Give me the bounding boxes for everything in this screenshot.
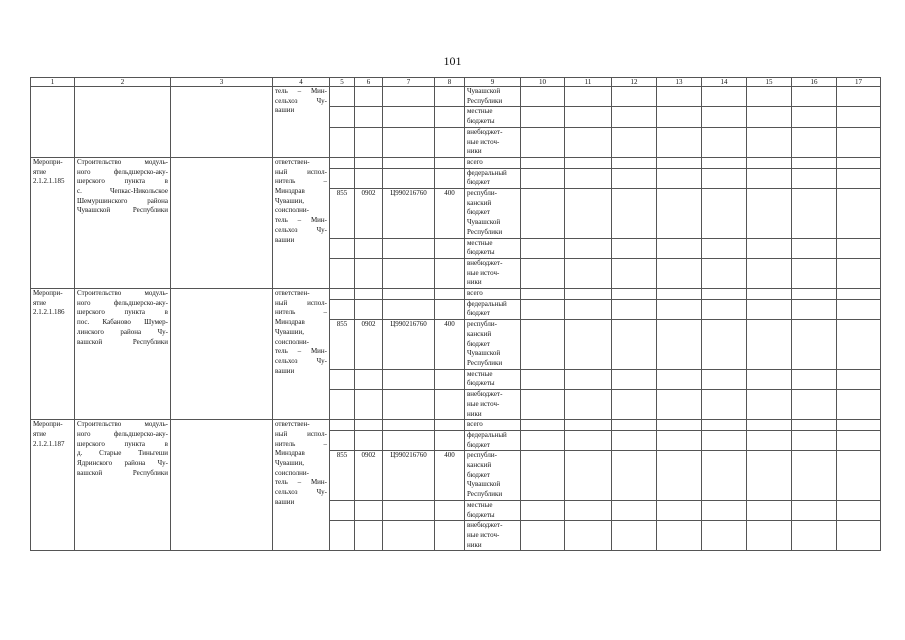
- value-cell: [792, 521, 837, 551]
- value-cell: [521, 299, 565, 319]
- csr-cell: Ц990216760: [383, 189, 435, 239]
- value-cell: [521, 157, 565, 168]
- value-cell: [612, 189, 657, 239]
- budget-table: [30, 77, 881, 551]
- table-row: [31, 420, 881, 431]
- code-cell: [435, 168, 465, 188]
- code-cell: [330, 238, 355, 258]
- value-cell: [612, 521, 657, 551]
- source-cell: местные бюджеты: [465, 107, 521, 127]
- code-cell: [330, 500, 355, 520]
- value-cell: [565, 168, 612, 188]
- value-cell: [747, 289, 792, 300]
- value-cell: [702, 420, 747, 431]
- value-cell: [565, 238, 612, 258]
- header-cell: 6: [355, 78, 383, 87]
- header-cell: 13: [657, 78, 702, 87]
- value-cell: [565, 369, 612, 389]
- table-row: [31, 157, 881, 168]
- value-cell: [702, 320, 747, 370]
- value-cell: [657, 420, 702, 431]
- table-row: [31, 87, 881, 107]
- value-cell: [657, 299, 702, 319]
- code-cell: [435, 157, 465, 168]
- header-cell: 14: [702, 78, 747, 87]
- value-cell: [837, 420, 881, 431]
- header-cell: 12: [612, 78, 657, 87]
- value-cell: [612, 420, 657, 431]
- value-cell: [612, 390, 657, 420]
- value-cell: [747, 238, 792, 258]
- value-cell: [521, 127, 565, 157]
- value-cell: [702, 500, 747, 520]
- value-cell: [702, 258, 747, 288]
- value-cell: [565, 127, 612, 157]
- code-cell: [435, 299, 465, 319]
- value-cell: [792, 107, 837, 127]
- value-cell: [792, 168, 837, 188]
- value-cell: [521, 238, 565, 258]
- header-cell: 4: [273, 78, 330, 87]
- source-cell: внебюджет- ные источ- ники: [465, 258, 521, 288]
- code-cell: [383, 107, 435, 127]
- code-cell: [330, 299, 355, 319]
- code-cell: [383, 521, 435, 551]
- value-cell: [521, 107, 565, 127]
- header-cell: 16: [792, 78, 837, 87]
- value-cell: [657, 157, 702, 168]
- value-cell: [837, 500, 881, 520]
- value-cell: [747, 320, 792, 370]
- code-cell: [330, 258, 355, 288]
- value-cell: [565, 157, 612, 168]
- code-cell: [355, 107, 383, 127]
- source-cell: республи- канский бюджет Чувашской Республики: [465, 320, 521, 370]
- header-cell: 1: [31, 78, 75, 87]
- value-cell: [747, 430, 792, 450]
- value-cell: [521, 451, 565, 501]
- code-cell: [355, 157, 383, 168]
- code-cell: [435, 521, 465, 551]
- value-cell: [702, 289, 747, 300]
- value-cell: [565, 320, 612, 370]
- code-cell: [435, 430, 465, 450]
- csr-cell: Ц990216760: [383, 320, 435, 370]
- code-cell: [383, 168, 435, 188]
- code-cell: [330, 521, 355, 551]
- grbs-cell: 855: [330, 189, 355, 239]
- event-label-cell: Меропри- ятие 2.1.2.1.185: [31, 157, 75, 288]
- source-cell: федеральный бюджет: [465, 168, 521, 188]
- code-cell: [383, 87, 435, 107]
- value-cell: [747, 390, 792, 420]
- code-cell: [355, 390, 383, 420]
- code-cell: [435, 87, 465, 107]
- value-cell: [792, 451, 837, 501]
- code-cell: [383, 127, 435, 157]
- value-cell: [565, 299, 612, 319]
- executor-cell: ответствен- ный испол- нитель – Минздрав Чувашии, соисполни- тель – Мин- сельхоз Чу- вашии: [273, 289, 330, 420]
- vr-cell: 400: [435, 189, 465, 239]
- code-cell: [383, 157, 435, 168]
- value-cell: [837, 451, 881, 501]
- value-cell: [747, 107, 792, 127]
- source-cell: федеральный бюджет: [465, 430, 521, 450]
- executor-cell: тель – Мин- сельхоз Чу- вашии: [273, 87, 330, 158]
- executor-cell: ответствен- ный испол- нитель – Минздрав Чувашии, соисполни- тель – Мин- сельхоз Чу- вашии: [273, 157, 330, 288]
- value-cell: [702, 430, 747, 450]
- value-cell: [612, 258, 657, 288]
- source-cell: всего: [465, 157, 521, 168]
- value-cell: [521, 369, 565, 389]
- value-cell: [792, 127, 837, 157]
- rzpr-cell: 0902: [355, 451, 383, 501]
- value-cell: [612, 157, 657, 168]
- table-body: [31, 78, 881, 551]
- header-cell: 17: [837, 78, 881, 87]
- value-cell: [792, 390, 837, 420]
- value-cell: [521, 168, 565, 188]
- code-cell: [355, 87, 383, 107]
- code-cell: [435, 369, 465, 389]
- code-cell: [435, 289, 465, 300]
- code-cell: [330, 430, 355, 450]
- value-cell: [612, 127, 657, 157]
- value-cell: [657, 168, 702, 188]
- value-cell: [565, 189, 612, 239]
- value-cell: [565, 420, 612, 431]
- value-cell: [837, 430, 881, 450]
- value-cell: [837, 157, 881, 168]
- value-cell: [565, 430, 612, 450]
- value-cell: [521, 430, 565, 450]
- source-cell: внебюджет- ные источ- ники: [465, 390, 521, 420]
- value-cell: [612, 168, 657, 188]
- code-cell: [330, 107, 355, 127]
- value-cell: [747, 420, 792, 431]
- code-cell: [355, 420, 383, 431]
- code-cell: [383, 299, 435, 319]
- value-cell: [792, 289, 837, 300]
- value-cell: [837, 521, 881, 551]
- value-cell: [792, 500, 837, 520]
- value-cell: [612, 289, 657, 300]
- value-cell: [702, 189, 747, 239]
- value-cell: [837, 238, 881, 258]
- value-cell: [837, 258, 881, 288]
- value-cell: [702, 168, 747, 188]
- code-cell: [355, 369, 383, 389]
- grbs-cell: 855: [330, 320, 355, 370]
- value-cell: [612, 320, 657, 370]
- value-cell: [792, 157, 837, 168]
- value-cell: [521, 420, 565, 431]
- value-cell: [657, 369, 702, 389]
- code-cell: [355, 168, 383, 188]
- code-cell: [383, 430, 435, 450]
- value-cell: [792, 87, 837, 107]
- header-cell: 9: [465, 78, 521, 87]
- code-cell: [355, 238, 383, 258]
- value-cell: [657, 289, 702, 300]
- value-cell: [521, 258, 565, 288]
- code-cell: [355, 500, 383, 520]
- value-cell: [747, 451, 792, 501]
- code-cell: [355, 258, 383, 288]
- value-cell: [612, 500, 657, 520]
- value-cell: [521, 289, 565, 300]
- code-cell: [330, 168, 355, 188]
- value-cell: [837, 289, 881, 300]
- value-cell: [565, 500, 612, 520]
- event-label-cell: Меропри- ятие 2.1.2.1.187: [31, 420, 75, 551]
- value-cell: [521, 320, 565, 370]
- code-cell: [383, 258, 435, 288]
- value-cell: [702, 521, 747, 551]
- code-cell: [355, 430, 383, 450]
- value-cell: [521, 521, 565, 551]
- value-cell: [747, 189, 792, 239]
- value-cell: [657, 390, 702, 420]
- csr-cell: Ц990216760: [383, 451, 435, 501]
- code-cell: [330, 420, 355, 431]
- value-cell: [747, 127, 792, 157]
- code-cell: [330, 289, 355, 300]
- value-cell: [792, 189, 837, 239]
- value-cell: [657, 87, 702, 107]
- event-name-cell: [75, 87, 171, 158]
- code-cell: [435, 420, 465, 431]
- value-cell: [837, 299, 881, 319]
- vr-cell: 400: [435, 320, 465, 370]
- value-cell: [612, 369, 657, 389]
- value-cell: [702, 238, 747, 258]
- value-cell: [702, 87, 747, 107]
- code-cell: [435, 258, 465, 288]
- subprogram-cell: [171, 289, 273, 420]
- header-cell: 10: [521, 78, 565, 87]
- subprogram-cell: [171, 157, 273, 288]
- value-cell: [521, 500, 565, 520]
- value-cell: [565, 451, 612, 501]
- code-cell: [355, 289, 383, 300]
- event-label-cell: [31, 87, 75, 158]
- code-cell: [383, 420, 435, 431]
- page-number: 101: [443, 54, 462, 68]
- value-cell: [565, 289, 612, 300]
- value-cell: [792, 320, 837, 370]
- code-cell: [330, 157, 355, 168]
- value-cell: [747, 369, 792, 389]
- value-cell: [792, 299, 837, 319]
- value-cell: [837, 369, 881, 389]
- event-name-cell: Строительство модуль- ного фельдшерско-аку- шерского пункта в д. Старые Тиньгеши Ядринского района Чу- вашской Республики: [75, 420, 171, 551]
- value-cell: [657, 258, 702, 288]
- value-cell: [657, 238, 702, 258]
- value-cell: [747, 87, 792, 107]
- event-label-cell: Меропри- ятие 2.1.2.1.186: [31, 289, 75, 420]
- header-cell: 15: [747, 78, 792, 87]
- value-cell: [792, 430, 837, 450]
- value-cell: [702, 390, 747, 420]
- code-cell: [435, 238, 465, 258]
- value-cell: [702, 107, 747, 127]
- value-cell: [702, 127, 747, 157]
- source-cell: местные бюджеты: [465, 238, 521, 258]
- value-cell: [837, 168, 881, 188]
- value-cell: [565, 107, 612, 127]
- value-cell: [702, 157, 747, 168]
- value-cell: [837, 107, 881, 127]
- source-cell: всего: [465, 289, 521, 300]
- source-cell: республи- канский бюджет Чувашской Республики: [465, 451, 521, 501]
- value-cell: [657, 500, 702, 520]
- source-cell: всего: [465, 420, 521, 431]
- code-cell: [355, 127, 383, 157]
- value-cell: [657, 320, 702, 370]
- rzpr-cell: 0902: [355, 189, 383, 239]
- code-cell: [383, 500, 435, 520]
- value-cell: [657, 430, 702, 450]
- value-cell: [792, 238, 837, 258]
- code-cell: [435, 500, 465, 520]
- header-row: [31, 78, 881, 87]
- value-cell: [837, 127, 881, 157]
- code-cell: [330, 369, 355, 389]
- source-cell: республи- канский бюджет Чувашской Республики: [465, 189, 521, 239]
- table-row: [31, 289, 881, 300]
- value-cell: [521, 390, 565, 420]
- value-cell: [612, 107, 657, 127]
- code-cell: [435, 107, 465, 127]
- source-cell: Чувашской Республики: [465, 87, 521, 107]
- header-cell: 7: [383, 78, 435, 87]
- source-cell: внебюджет- ные источ- ники: [465, 127, 521, 157]
- header-cell: 8: [435, 78, 465, 87]
- value-cell: [792, 369, 837, 389]
- value-cell: [612, 238, 657, 258]
- executor-cell: ответствен- ный испол- нитель – Минздрав Чувашии, соисполни- тель – Мин- сельхоз Чу- вашии: [273, 420, 330, 551]
- source-cell: местные бюджеты: [465, 500, 521, 520]
- value-cell: [747, 168, 792, 188]
- value-cell: [837, 189, 881, 239]
- value-cell: [747, 500, 792, 520]
- event-name-cell: Строительство модуль- ного фельдшерско-аку- шерского пункта в пос. Кабаново Шумер- линского района Чу- вашской Республики: [75, 289, 171, 420]
- value-cell: [612, 430, 657, 450]
- value-cell: [702, 369, 747, 389]
- event-name-cell: Строительство модуль- ного фельдшерско-аку- шерского пункта в с. Чепкас-Никольское Шемуршинского района Чувашской Республики: [75, 157, 171, 288]
- source-cell: федеральный бюджет: [465, 299, 521, 319]
- value-cell: [612, 87, 657, 107]
- value-cell: [565, 390, 612, 420]
- code-cell: [435, 390, 465, 420]
- header-cell: 2: [75, 78, 171, 87]
- value-cell: [747, 299, 792, 319]
- header-cell: 11: [565, 78, 612, 87]
- header-cell: 3: [171, 78, 273, 87]
- value-cell: [657, 521, 702, 551]
- value-cell: [565, 87, 612, 107]
- value-cell: [612, 299, 657, 319]
- value-cell: [565, 521, 612, 551]
- value-cell: [521, 189, 565, 239]
- value-cell: [657, 189, 702, 239]
- code-cell: [383, 390, 435, 420]
- value-cell: [747, 157, 792, 168]
- value-cell: [657, 127, 702, 157]
- value-cell: [837, 390, 881, 420]
- source-cell: местные бюджеты: [465, 369, 521, 389]
- subprogram-cell: [171, 420, 273, 551]
- grbs-cell: 855: [330, 451, 355, 501]
- value-cell: [702, 451, 747, 501]
- value-cell: [521, 87, 565, 107]
- code-cell: [383, 369, 435, 389]
- header-cell: 5: [330, 78, 355, 87]
- vr-cell: 400: [435, 451, 465, 501]
- value-cell: [657, 451, 702, 501]
- value-cell: [657, 107, 702, 127]
- code-cell: [355, 299, 383, 319]
- code-cell: [330, 87, 355, 107]
- value-cell: [837, 87, 881, 107]
- code-cell: [330, 127, 355, 157]
- value-cell: [747, 521, 792, 551]
- subprogram-cell: [171, 87, 273, 158]
- rzpr-cell: 0902: [355, 320, 383, 370]
- value-cell: [747, 258, 792, 288]
- value-cell: [565, 258, 612, 288]
- code-cell: [435, 127, 465, 157]
- source-cell: внебюджет- ные источ- ники: [465, 521, 521, 551]
- value-cell: [837, 320, 881, 370]
- code-cell: [330, 390, 355, 420]
- code-cell: [383, 289, 435, 300]
- code-cell: [355, 521, 383, 551]
- value-cell: [702, 299, 747, 319]
- value-cell: [612, 451, 657, 501]
- code-cell: [383, 238, 435, 258]
- value-cell: [792, 258, 837, 288]
- value-cell: [792, 420, 837, 431]
